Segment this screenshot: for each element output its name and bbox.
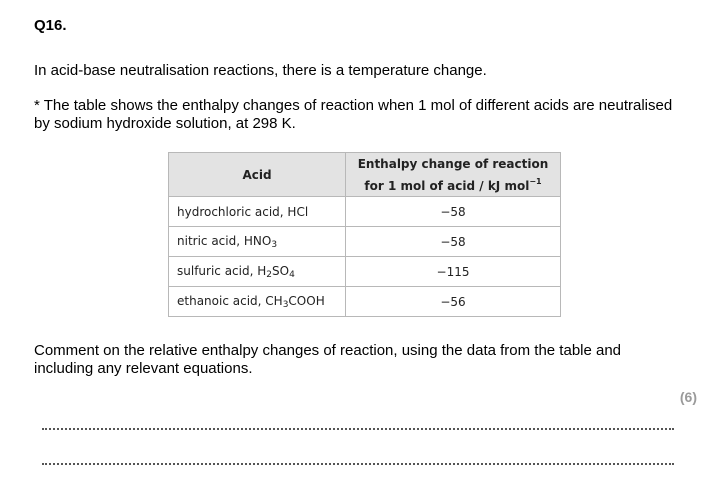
acid-name-cell bbox=[169, 197, 346, 227]
acid-name-cell bbox=[169, 287, 346, 317]
acid-name: hydrochloric acid, HCl bbox=[177, 204, 309, 219]
question-prompt: Comment on the relative enthalpy changes of reaction, using the data from the table and including any relevant equations. bbox=[34, 342, 622, 377]
acid-name: ethanoic acid, CH bbox=[177, 293, 283, 308]
header-enthalpy-line1: Enthalpy change of reaction bbox=[357, 156, 549, 171]
acid-name: sulfuric acid, H bbox=[177, 263, 267, 278]
marks-indicator: (6) bbox=[679, 389, 697, 405]
question-intro: In acid-base neutralisation reactions, there is a temperature change. bbox=[34, 62, 487, 79]
enthalpy-value-cell: −115 bbox=[346, 257, 561, 287]
table-header-row bbox=[169, 153, 561, 197]
acid-name-cell bbox=[169, 257, 346, 287]
header-enthalpy bbox=[346, 153, 561, 197]
enthalpy-value-cell: −58 bbox=[346, 227, 561, 257]
enthalpy-value-cell: −58 bbox=[346, 197, 561, 227]
formula-subscript: 4 bbox=[289, 269, 295, 280]
formula-subscript: 2 bbox=[266, 269, 272, 280]
formula-part: SO bbox=[272, 263, 290, 278]
answer-line[interactable] bbox=[42, 428, 674, 430]
formula-subscript: 3 bbox=[282, 299, 289, 310]
enthalpy-value-cell: −56 bbox=[346, 287, 561, 317]
header-acid: Acid bbox=[169, 153, 346, 197]
table-row bbox=[169, 197, 561, 227]
enthalpy-table bbox=[168, 152, 561, 317]
table-row bbox=[169, 227, 561, 257]
table-row bbox=[169, 287, 561, 317]
table-intro: * The table shows the enthalpy changes of reaction when 1 mol of different acids are neutralised by sodium hydroxide solution, at 298 K. bbox=[34, 97, 673, 132]
table-row bbox=[169, 257, 561, 287]
answer-line[interactable] bbox=[42, 463, 674, 465]
formula-subscript: 3 bbox=[271, 239, 278, 250]
header-enthalpy-unit-sup: −1 bbox=[529, 176, 542, 186]
acid-name: nitric acid, HNO bbox=[177, 233, 272, 248]
question-number: Q16. bbox=[34, 17, 67, 34]
header-enthalpy-line2: for 1 mol of acid / kJ mol bbox=[364, 178, 530, 193]
formula-part: COOH bbox=[288, 293, 325, 308]
acid-name-cell bbox=[169, 227, 346, 257]
